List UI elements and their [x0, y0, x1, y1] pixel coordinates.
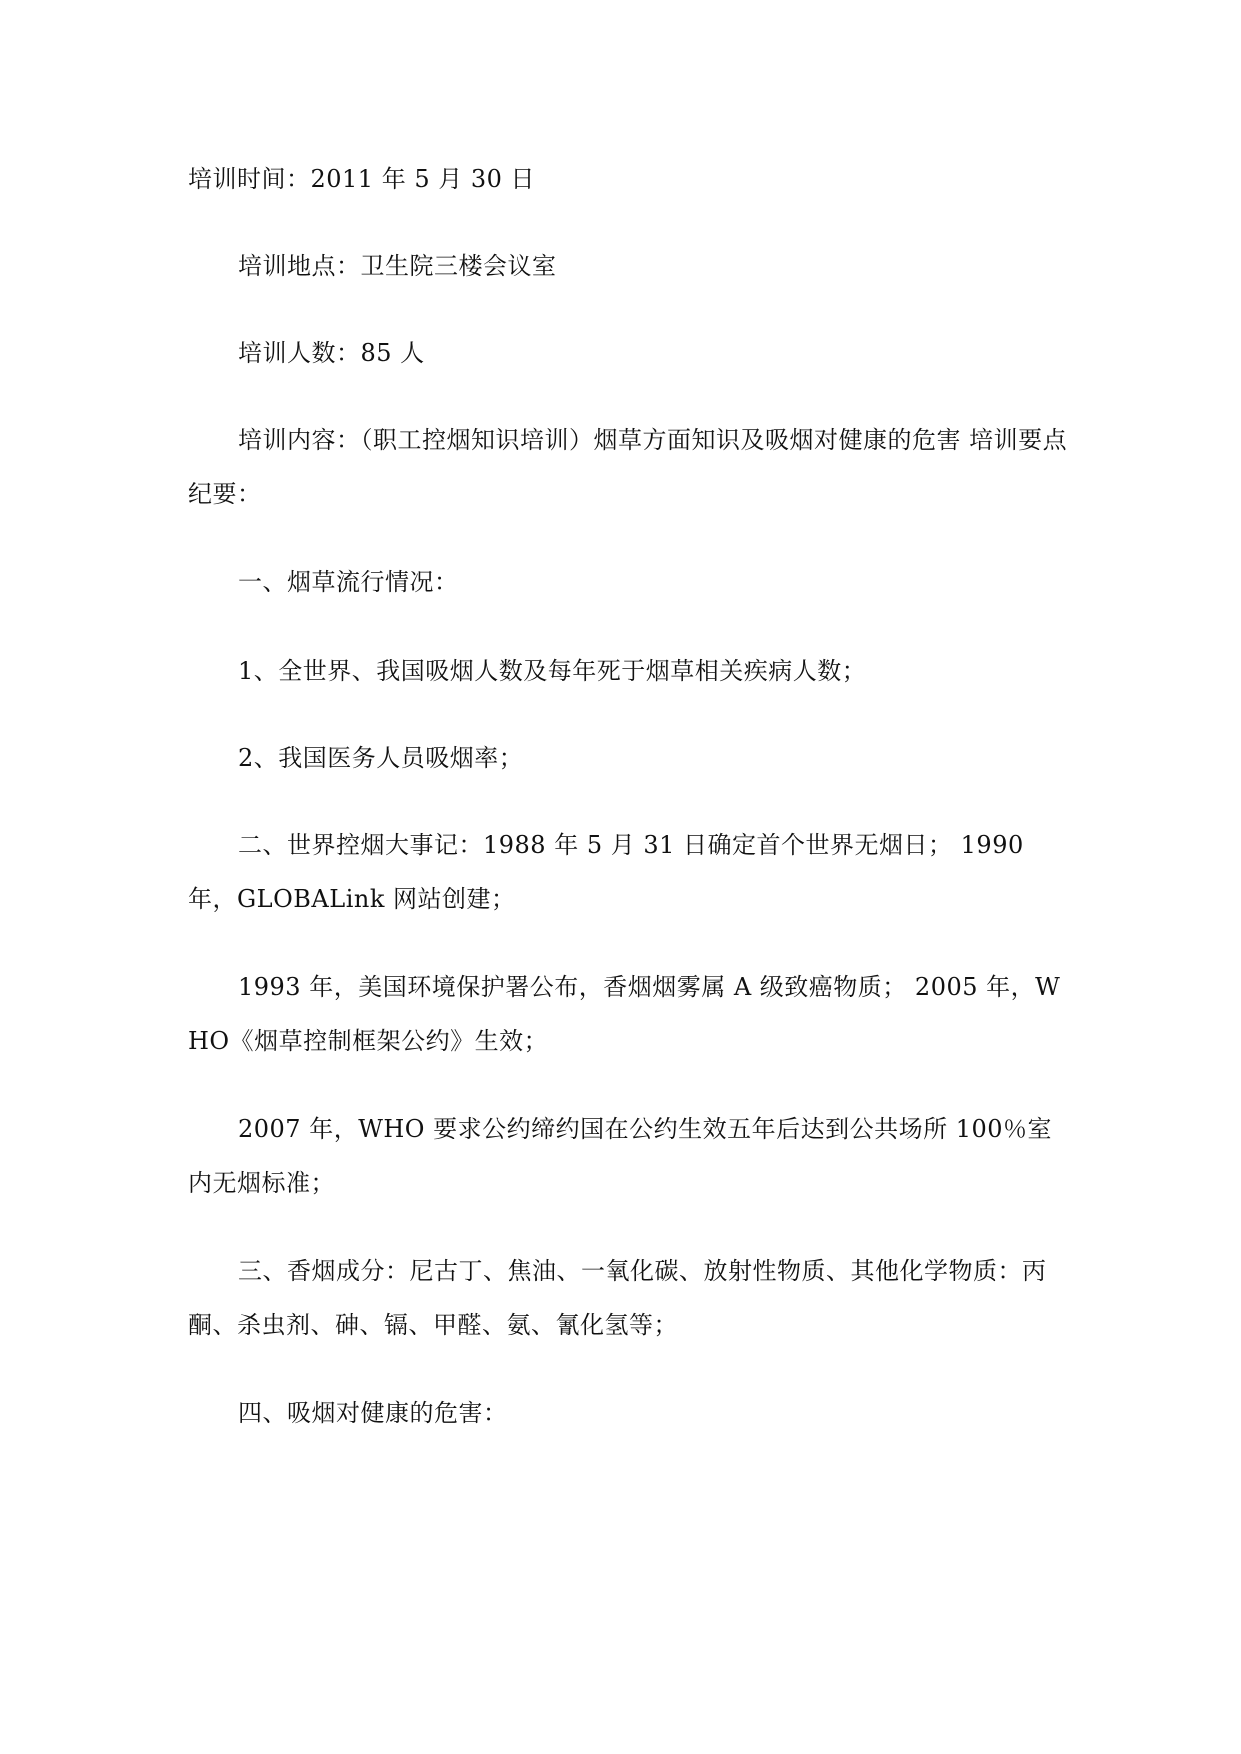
section-2-events: 二、世界控烟大事记：1988 年 5 月 31 日确定首个世界无烟日； 1990 年，GLOBALink 网站创建； — [188, 831, 1024, 913]
section-1-item-1: 1、全世界、我国吸烟人数及每年死于烟草相关疾病人数； — [238, 657, 867, 685]
training-content: 培训内容：（职工控烟知识培训）烟草方面知识及吸烟对健康的危害 培训要点纪要： — [188, 426, 1068, 508]
training-attendance: 培训人数：85 人 — [238, 339, 425, 367]
section-2-events-1993: 1993 年，美国环境保护署公布，香烟烟雾属 A 级致癌物质； 2005 年，WHO《烟草控制框架公约》生效； — [188, 973, 1061, 1055]
section-4-heading: 四、吸烟对健康的危害： — [238, 1399, 508, 1427]
training-location: 培训地点：卫生院三楼会议室 — [238, 252, 557, 280]
section-1-heading: 一、烟草流行情况： — [238, 568, 459, 596]
section-1-item-2: 2、我国医务人员吸烟率； — [238, 744, 524, 772]
section-2-events-2007: 2007 年，WHO 要求公约缔约国在公约生效五年后达到公共场所 100％室内无烟标准； — [188, 1115, 1053, 1197]
section-3-ingredients: 三、香烟成分：尼古丁、焦油、一氧化碳、放射性物质、其他化学物质：丙酮、杀虫剂、砷、镉、甲醛、氨、氰化氢等； — [188, 1257, 1047, 1339]
training-time: 培训时间：2011 年 5 月 30 日 — [188, 165, 536, 193]
